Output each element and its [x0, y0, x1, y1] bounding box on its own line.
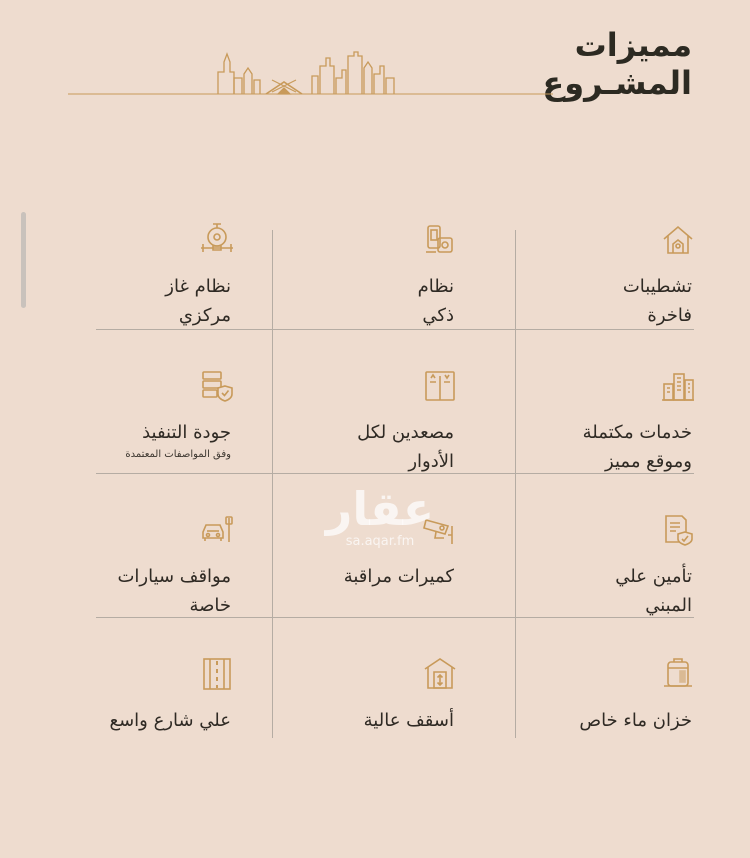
buildings-icon	[660, 368, 696, 404]
security-camera-icon	[422, 512, 458, 548]
feature-gas-line2: مركزي	[178, 305, 231, 326]
feature-ceilings-line1: أسقف عالية	[363, 710, 454, 731]
feature-elevators-line1: مصعدين لكل	[357, 422, 454, 443]
feature-smart	[418, 222, 454, 330]
insurance-document-icon	[660, 512, 696, 548]
feature-finishes-line1: تشطيبات	[622, 276, 692, 297]
feature-services-line1: خدمات مكتملة	[582, 422, 692, 443]
watermark-url: sa.aqar.fm	[345, 534, 415, 549]
scrollbar-thumb[interactable]	[21, 212, 26, 308]
feature-quality-sub: وفق المواصفات المعتمدة	[125, 449, 231, 460]
feature-quality-line1: جودة التنفيذ	[142, 422, 231, 443]
title-line-2: المشـروع	[542, 64, 692, 102]
smart-system-icon	[422, 222, 458, 258]
wide-street-icon	[199, 656, 235, 692]
car-parking-icon	[199, 512, 235, 548]
watermark-logo: عقار	[325, 482, 435, 536]
elevator-icon	[422, 368, 458, 404]
feature-finishes	[623, 222, 692, 330]
feature-street	[110, 656, 232, 735]
feature-parking-line1: مواقف سيارات	[117, 566, 231, 587]
feature-gas-line1: نظام غاز	[165, 276, 231, 297]
feature-cameras	[344, 512, 454, 591]
high-ceiling-icon	[422, 656, 458, 692]
feature-parking-line2: خاصة	[189, 595, 231, 616]
feature-services	[583, 368, 692, 476]
feature-insurance-line2: المبني	[645, 595, 692, 616]
title-line-1: مميزات	[574, 26, 692, 64]
feature-insurance-line1: تأمين علي	[615, 566, 692, 587]
feature-tank	[579, 656, 692, 735]
gas-valve-icon	[199, 222, 235, 258]
feature-smart-line2: ذكي	[422, 305, 454, 326]
feature-finishes-line2: فاخرة	[647, 305, 692, 326]
feature-services-line2: وموقع مميز	[605, 451, 692, 472]
water-tank-icon	[660, 656, 696, 692]
feature-elevators	[357, 368, 454, 476]
quality-shield-icon	[199, 368, 235, 404]
feature-insurance	[615, 512, 692, 620]
feature-cameras-line1: كميرات مراقبة	[343, 566, 454, 587]
page-title	[542, 26, 692, 102]
feature-tank-line1: خزان ماء خاص	[579, 710, 692, 731]
grid-line-vertical-1	[272, 230, 273, 738]
feature-parking	[117, 512, 231, 620]
grid-line-vertical-2	[515, 230, 516, 738]
feature-quality	[125, 368, 231, 462]
feature-elevators-line2: الأدوار	[408, 451, 454, 472]
feature-smart-line1: نظام	[417, 276, 454, 297]
skyline-divider-icon	[68, 48, 553, 100]
feature-gas	[165, 222, 231, 330]
house-icon	[660, 222, 696, 258]
feature-ceilings	[364, 656, 454, 735]
feature-street-line1: علي شارع واسع	[109, 710, 231, 731]
